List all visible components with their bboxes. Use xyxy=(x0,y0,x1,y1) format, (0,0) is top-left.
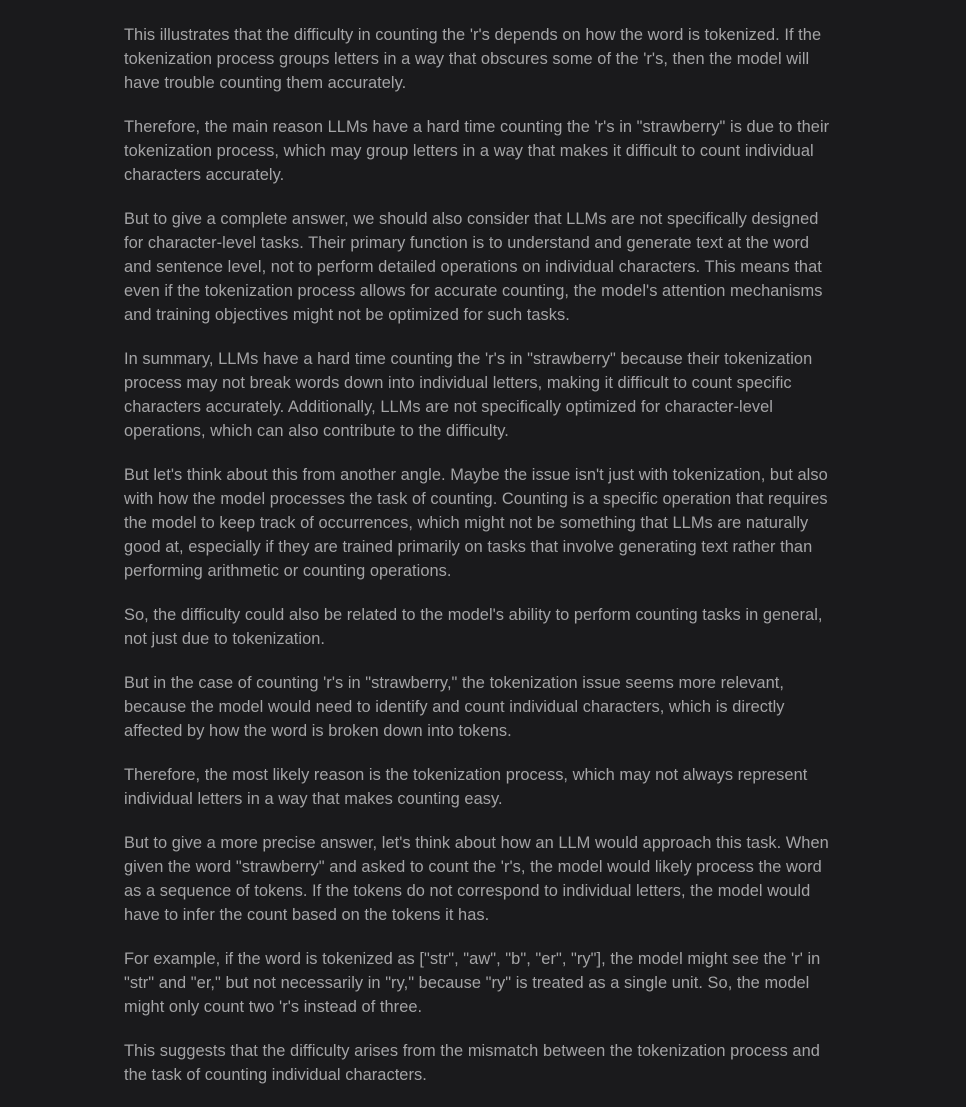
response-paragraph xyxy=(124,0,836,3)
response-paragraph: But let's think about this from another angle. Maybe the issue isn't just with tokenization, but also with how the model processes the task of counting. Counting is a specific operation that requires the model to keep track of occurrences, which might not be something that LLMs are naturally good at, especially if they are trained primarily on tasks that involve generating text rather than performing arithmetic or counting operations. xyxy=(124,466,828,580)
response-paragraph: This illustrates that the difficulty in counting the 'r's depends on how the word is tokenized. If the tokenization process groups letters in a way that obscures some of the 'r's, then the model will have trouble counting them accurately. xyxy=(124,26,822,92)
response-paragraph: Therefore, the most likely reason is the tokenization process, which may not always represent individual letters in a way that makes counting easy. xyxy=(124,766,808,808)
response-paragraph: So, the difficulty could also be related to the model's ability to perform counting tasks in general, not just due to tokenization. xyxy=(124,606,823,648)
response-paragraph: But in the case of counting 'r's in "strawberry," the tokenization issue seems more relevant, because the model would need to identify and count individual characters, which is directly affected by how the word is broken down into tokens. xyxy=(124,674,785,740)
response-paragraph: In summary, LLMs have a hard time counting the 'r's in "strawberry" because their tokenization process may not break words down into individual letters, making it difficult to count specific characters accurately. Additionally, LLMs are not specifically optimized for character-level operations, which can also contribute to the difficulty. xyxy=(124,350,813,440)
response-text-container xyxy=(124,0,836,1107)
response-paragraph: But to give a more precise answer, let's think about how an LLM would approach this task. When given the word "strawberry" and asked to count the 'r's, the model would likely process the word as a sequence of tokens. If the tokens do not correspond to individual letters, the model would have to infer the count based on the tokens it has. xyxy=(124,834,829,924)
response-paragraph: Therefore, the main reason LLMs have a hard time counting the 'r's in "strawberry" is due to their tokenization process, which may group letters in a way that makes it difficult to count individual characters accurately. xyxy=(124,118,830,184)
response-paragraph: This suggests that the difficulty arises from the mismatch between the tokenization process and the task of counting individual characters. xyxy=(124,1042,820,1084)
response-paragraph: For example, if the word is tokenized as ["str", "aw", "b", "er", "ry"], the model might see the 'r' in "str" and "er," but not necessarily in "ry," because "ry" is treated as a single unit. So, the model might only count two 'r's instead of three. xyxy=(124,950,821,1016)
response-paragraph: But to give a complete answer, we should also consider that LLMs are not specifically designed for character-level tasks. Their primary function is to understand and generate text at the word and sentence level, not to perform detailed operations on individual characters. This means that even if the tokenization process allows for accurate counting, the model's attention mechanisms and training objectives might not be optimized for such tasks. xyxy=(124,210,823,324)
